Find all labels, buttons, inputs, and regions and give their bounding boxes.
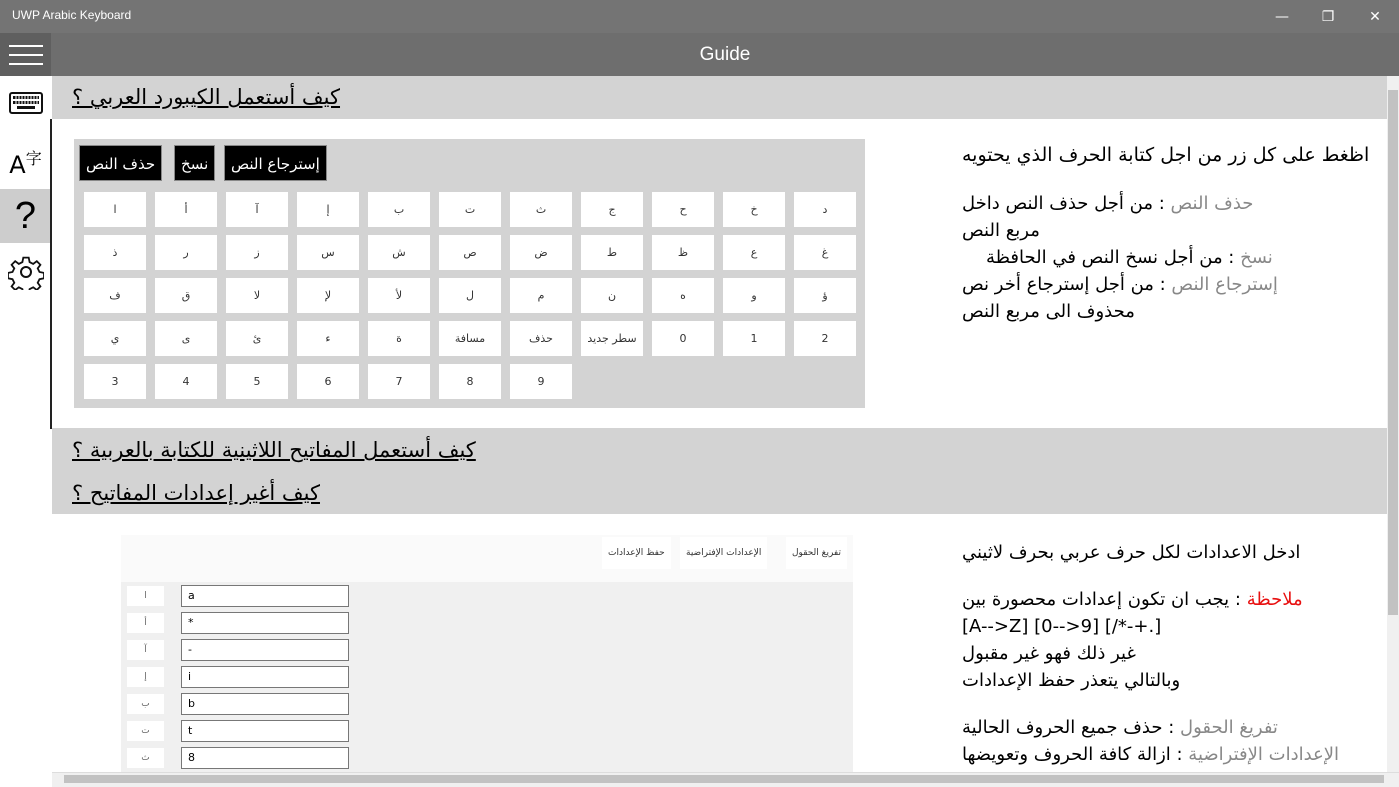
key-button[interactable]: ئ: [226, 321, 288, 356]
key-button[interactable]: خ: [723, 192, 785, 227]
arabic-letter: ب: [127, 694, 164, 714]
note-line: وبالتالي يتعذر حفظ الإعدادات: [962, 670, 1181, 691]
section-link-latin[interactable]: كيف أستعمل المفاتيح اللاثينية للكتابة بالعربية ؟: [72, 438, 476, 462]
restore-button[interactable]: ❐: [1321, 8, 1335, 25]
key-button[interactable]: ز: [226, 235, 288, 270]
arabic-letter: أ: [127, 613, 164, 633]
key-button[interactable]: ع: [723, 235, 785, 270]
help-icon: ?: [14, 194, 37, 237]
key-button[interactable]: غ: [794, 235, 856, 270]
guide-intro: اظغط على كل زر من اجل كتابة الحرف الذي يحتويه: [962, 144, 1370, 166]
term: تفريغ الحقول: [1180, 717, 1278, 738]
term: حذف النص: [1170, 193, 1254, 214]
key-button[interactable]: ص: [439, 235, 501, 270]
settings-intro: ادخل الاعدادات لكل حرف عربي بحرف لاثيني: [962, 542, 1301, 563]
section-link-keyboard[interactable]: كيف أستعمل الكيبورد العربي ؟: [72, 85, 341, 109]
latin-input[interactable]: a: [181, 585, 349, 607]
key-button[interactable]: ذ: [84, 235, 146, 270]
key-button[interactable]: حذف: [510, 321, 572, 356]
keyboard-icon: [9, 92, 43, 114]
key-button[interactable]: ض: [510, 235, 572, 270]
key-button[interactable]: ظ: [652, 235, 714, 270]
key-button[interactable]: د: [794, 192, 856, 227]
latin-input[interactable]: i: [181, 666, 349, 688]
key-button[interactable]: لا: [226, 278, 288, 313]
horizontal-scroll-thumb[interactable]: [64, 775, 1384, 783]
settings-note: [962, 586, 1332, 694]
key-button[interactable]: ح: [652, 192, 714, 227]
key-button[interactable]: مسافة: [439, 321, 501, 356]
keyboard-preview: [74, 139, 865, 408]
key-button[interactable]: ط: [581, 235, 643, 270]
key-button[interactable]: 8: [439, 364, 501, 399]
section-headers: [52, 428, 1387, 514]
key-button[interactable]: ر: [155, 235, 217, 270]
clear-fields-button[interactable]: تفريغ الحقول: [786, 537, 847, 569]
desc: : حذف جميع الحروف الحالية: [962, 717, 1180, 738]
key-button[interactable]: 4: [155, 364, 217, 399]
key-button[interactable]: ه: [652, 278, 714, 313]
nav-keyboard[interactable]: [0, 76, 51, 130]
key-button[interactable]: ن: [581, 278, 643, 313]
translate-icon: $A^字$: [9, 148, 42, 179]
key-button[interactable]: س: [297, 235, 359, 270]
desc: : ازالة كافة الحروف وتعويضها: [962, 744, 1189, 765]
page-title: Guide: [51, 33, 1399, 76]
key-button[interactable]: ة: [368, 321, 430, 356]
term: نسخ: [1240, 247, 1273, 268]
title-bar: [0, 0, 1399, 33]
key-button[interactable]: ء: [297, 321, 359, 356]
key-button[interactable]: ؤ: [794, 278, 856, 313]
key-button[interactable]: ج: [581, 192, 643, 227]
note-line: غير ذلك فهو غير مقبول: [962, 643, 1136, 664]
key-button[interactable]: ل: [439, 278, 501, 313]
arabic-letter: ث: [127, 748, 164, 768]
arabic-letter: ا: [127, 586, 164, 606]
desc: : من أجل إسترجاع أخر نص محذوف الى مربع النص: [962, 274, 1172, 322]
key-button[interactable]: آ: [226, 192, 288, 227]
key-button[interactable]: ي: [84, 321, 146, 356]
desc: : من أجل حذف النص داخل مربع النص: [962, 193, 1171, 241]
term: الإعدادات الإفتراضية: [1188, 744, 1340, 765]
key-button[interactable]: 1: [723, 321, 785, 356]
restore-text-button[interactable]: إسترجاع النص: [224, 145, 327, 181]
latin-input[interactable]: t: [181, 720, 349, 742]
window-title: UWP Arabic Keyboard: [12, 8, 132, 22]
key-button[interactable]: 5: [226, 364, 288, 399]
delete-text-button[interactable]: حذف النص: [79, 145, 162, 181]
note-text: : يجب ان تكون إعدادات محصورة بين: [962, 589, 1247, 610]
key-button[interactable]: م: [510, 278, 572, 313]
key-button[interactable]: 6: [297, 364, 359, 399]
key-button[interactable]: أ: [155, 192, 217, 227]
desc: : من أجل نسخ النص في الحافظة: [986, 247, 1241, 268]
key-button[interactable]: 3: [84, 364, 146, 399]
nav-help[interactable]: [0, 189, 51, 243]
key-button[interactable]: إ: [297, 192, 359, 227]
default-settings-button[interactable]: الإعدادات الإفتراضية: [680, 537, 767, 569]
allowed-ranges: [A-->Z] [0-->9] [/*-+.]: [962, 616, 1162, 637]
latin-input[interactable]: 8: [181, 747, 349, 769]
copy-button[interactable]: نسخ: [174, 145, 215, 181]
arabic-letter: ت: [127, 721, 164, 741]
term: إسترجاع النص: [1171, 274, 1278, 295]
save-settings-button[interactable]: حفظ الإعدادات: [602, 537, 671, 569]
settings-preview: [121, 535, 853, 772]
key-button[interactable]: و: [723, 278, 785, 313]
settings-items: [962, 714, 1382, 768]
key-button[interactable]: ث: [510, 192, 572, 227]
key-button[interactable]: ش: [368, 235, 430, 270]
minimize-button[interactable]: —: [1275, 8, 1289, 25]
latin-input[interactable]: -: [181, 639, 349, 661]
key-button[interactable]: سطر جديد: [581, 321, 643, 356]
key-button[interactable]: ف: [84, 278, 146, 313]
key-button[interactable]: لإ: [297, 278, 359, 313]
key-button[interactable]: 2: [794, 321, 856, 356]
key-button[interactable]: ب: [368, 192, 430, 227]
note-label: ملاحظة: [1246, 589, 1303, 610]
nav-settings[interactable]: [0, 245, 51, 299]
section-link-settings[interactable]: كيف أغير إعدادات المفاتيح ؟: [72, 481, 320, 505]
section-header-keyboard[interactable]: [52, 76, 1387, 119]
key-button[interactable]: لأ: [368, 278, 430, 313]
latin-input[interactable]: *: [181, 612, 349, 634]
gear-icon: [8, 254, 44, 290]
arabic-letter: آ: [127, 640, 164, 660]
key-button[interactable]: 0: [652, 321, 714, 356]
vertical-scroll-thumb[interactable]: [1388, 90, 1398, 615]
key-button[interactable]: 9: [510, 364, 572, 399]
hamburger-menu-button[interactable]: [0, 33, 51, 76]
guide-items: [962, 190, 1292, 325]
key-button[interactable]: ق: [155, 278, 217, 313]
divider: [50, 119, 52, 429]
key-button[interactable]: ت: [439, 192, 501, 227]
key-button[interactable]: ى: [155, 321, 217, 356]
arabic-letter: إ: [127, 667, 164, 687]
key-button[interactable]: ا: [84, 192, 146, 227]
key-button[interactable]: 7: [368, 364, 430, 399]
nav-translate[interactable]: [0, 135, 51, 189]
close-button[interactable]: ✕: [1369, 8, 1381, 25]
latin-input[interactable]: b: [181, 693, 349, 715]
